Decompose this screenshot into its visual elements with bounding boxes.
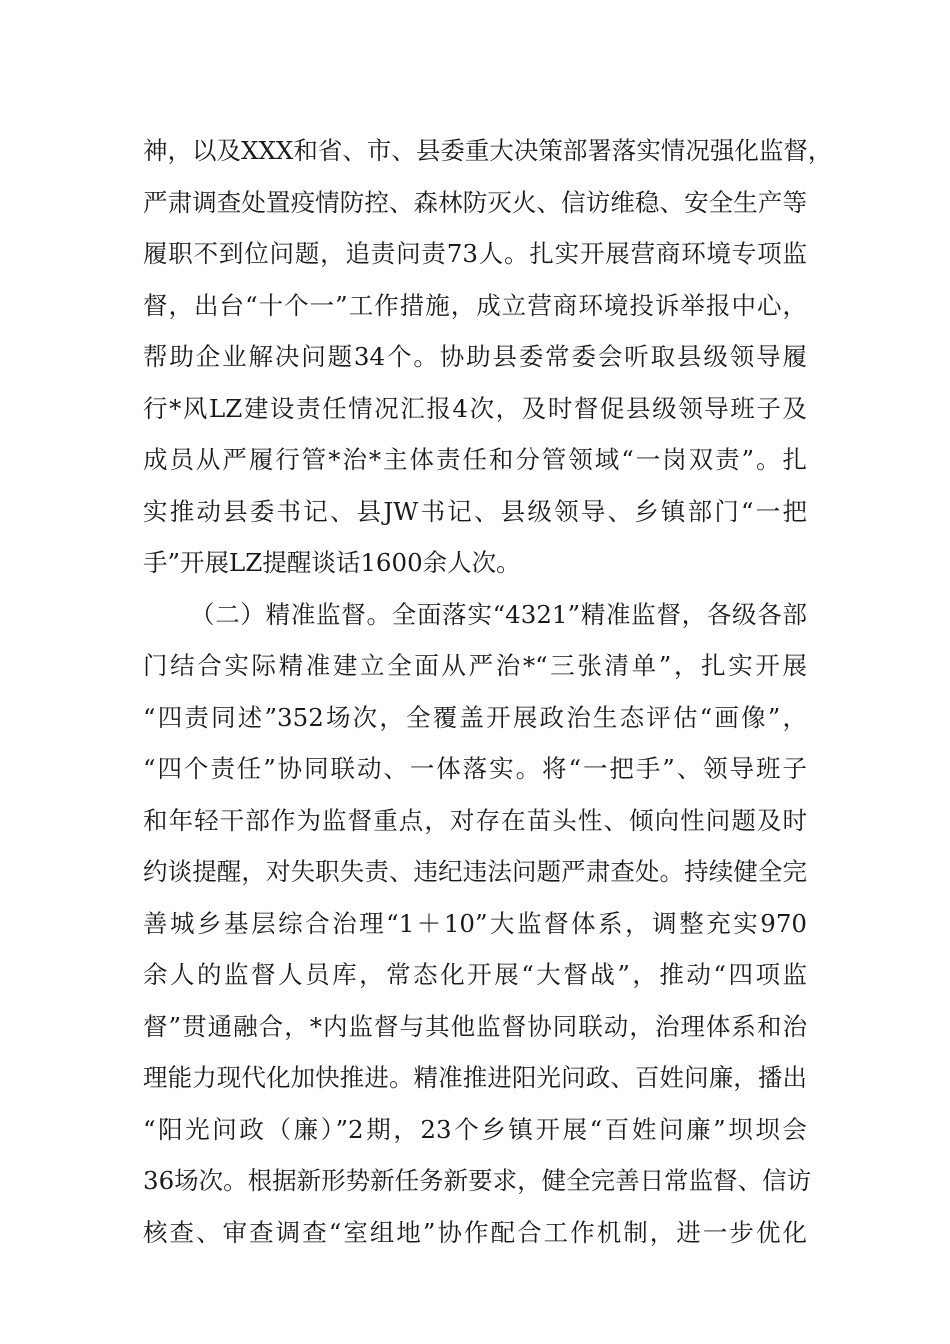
text-line: “阳光问政（廉）”2期，23个乡镇开展“百姓问廉”坝坝会	[143, 1115, 807, 1144]
text-line: 行*风LZ建设责任情况汇报4次，及时督促县级领导班子及	[143, 394, 807, 423]
text-line: 手”开展LZ提醒谈话1600余人次。	[143, 548, 521, 577]
text-line: “四个责任”协同联动、一体落实。将“一把手”、领导班子	[143, 754, 807, 783]
text-line: 督”贯通融合，*内监督与其他监督协同联动，治理体系和治	[143, 1012, 807, 1041]
text-line: 实推动县委书记、县JW书记、县级领导、乡镇部门“一把	[143, 497, 807, 526]
text-line: 善城乡基层综合治理“1＋10”大监督体系，调整充实970	[143, 909, 807, 938]
text-line: 36场次。根据新形势新任务新要求，健全完善日常监督、信访	[143, 1166, 812, 1195]
text-line: 约谈提醒，对失职失责、违纪违法问题严肃查处。持续健全完	[143, 857, 807, 886]
text-line: 理能力现代化加快推进。精准推进阳光问政、百姓问廉，播出	[143, 1063, 807, 1092]
text-line: 和年轻干部作为监督重点，对存在苗头性、倾向性问题及时	[143, 806, 807, 835]
text-line: 核查、审查调查“室组地”协作配合工作机制，进一步优化	[143, 1218, 807, 1247]
text-line: 严肃调查处置疫情防控、森林防灭火、信访维稳、安全生产等	[143, 188, 807, 217]
text-line: “四责同述”352场次，全覆盖开展政治生态评估“画像”，	[143, 703, 807, 732]
section-heading-line: （二）精准监督。全面落实“4321”精准监督，各级各部	[190, 600, 807, 629]
text-line: 成员从严履行管*治*主体责任和分管领域“一岗双责”。扎	[143, 445, 807, 474]
text-line: 神，以及XXX和省、市、县委重大决策部署落实情况强化监督，	[143, 136, 833, 165]
text-line: 履职不到位问题，追责问责73人。扎实开展营商环境专项监	[143, 239, 807, 268]
text-line: 余人的监督人员库，常态化开展“大督战”，推动“四项监	[143, 960, 807, 989]
text-line: 帮助企业解决问题34个。协助县委常委会听取县级领导履	[143, 342, 807, 371]
text-line: 门结合实际精准建立全面从严治*“三张清单”，扎实开展	[143, 651, 807, 680]
text-line: 督，出台“十个一”工作措施，成立营商环境投诉举报中心，	[143, 291, 807, 320]
